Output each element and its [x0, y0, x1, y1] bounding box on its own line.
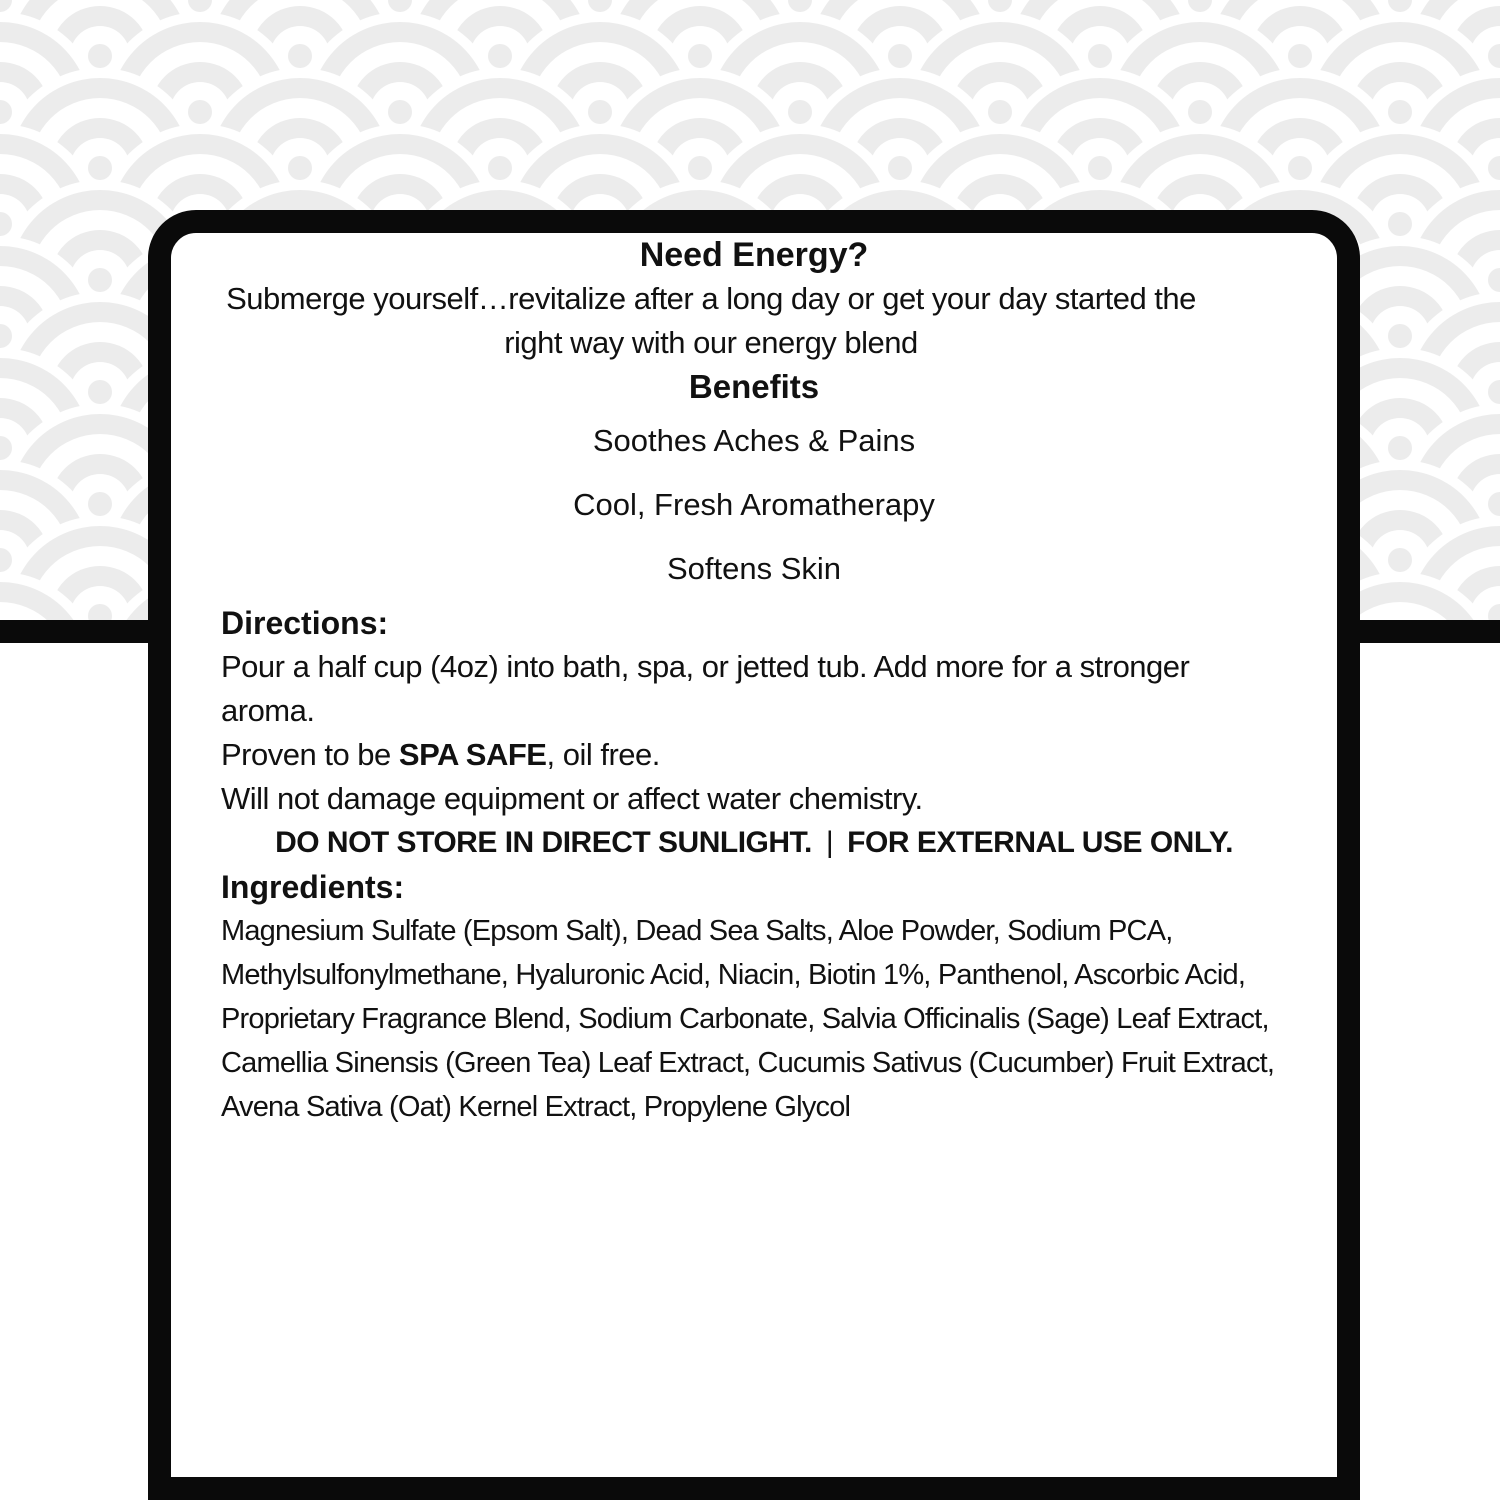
page-title: Need Energy? [639, 236, 869, 274]
spa-safe-suffix: , oil free. [546, 737, 660, 772]
intro-text: Submerge yourself…revitalize after a long day or get your day started the right way with our energy blend [226, 281, 1196, 360]
spa-safe-prefix: Proven to be [221, 737, 399, 772]
warning-text-right: FOR EXTERNAL USE ONLY. [847, 826, 1233, 859]
label-card [148, 210, 1360, 1500]
benefit-item-soothes: Soothes Aches & Pains [592, 423, 916, 458]
spa-safe-line2: Will not damage equipment or affect water chemistry. [221, 781, 923, 816]
warning-text-left: DO NOT STORE IN DIRECT SUNLIGHT. [275, 826, 812, 859]
benefit-item-aromatherapy: Cool, Fresh Aromatherapy [573, 487, 935, 522]
label-card-content [171, 233, 1337, 1129]
directions-heading: Directions: [221, 605, 389, 641]
benefits-list [221, 409, 1287, 601]
warning-separator: | [825, 826, 834, 859]
benefit-item-softens: Softens Skin [666, 551, 842, 586]
spa-safe-block [221, 733, 1287, 821]
ingredients-heading: Ingredients: [221, 869, 405, 905]
directions-text: Pour a half cup (4oz) into bath, spa, or jetted tub. Add more for a stronger aroma. [221, 649, 1190, 728]
spa-safe-line1 [221, 733, 1287, 777]
spa-safe-emphasis: SPA SAFE [398, 737, 547, 772]
ingredients-text: Magnesium Sulfate (Epsom Salt), Dead Sea Salts, Aloe Powder, Sodium PCA, Methylsulfonylmethane, Hyaluronic Acid, Niacin, Biotin 1%, Panthenol, Ascorbic Acid, Proprietary Fragrance Blend, Sodium Carbonate, Salvia Officinalis (Sage) Leaf Extract, Camellia Sinensis (Green Tea) Leaf Extract, Cucumis Sativus (Cucumber) Fruit Extract, Avena Sativa (Oat) Kernel Extract, Propylene Glycol [221, 915, 1275, 1123]
warning-line [221, 821, 1287, 865]
benefits-heading: Benefits [688, 368, 820, 405]
